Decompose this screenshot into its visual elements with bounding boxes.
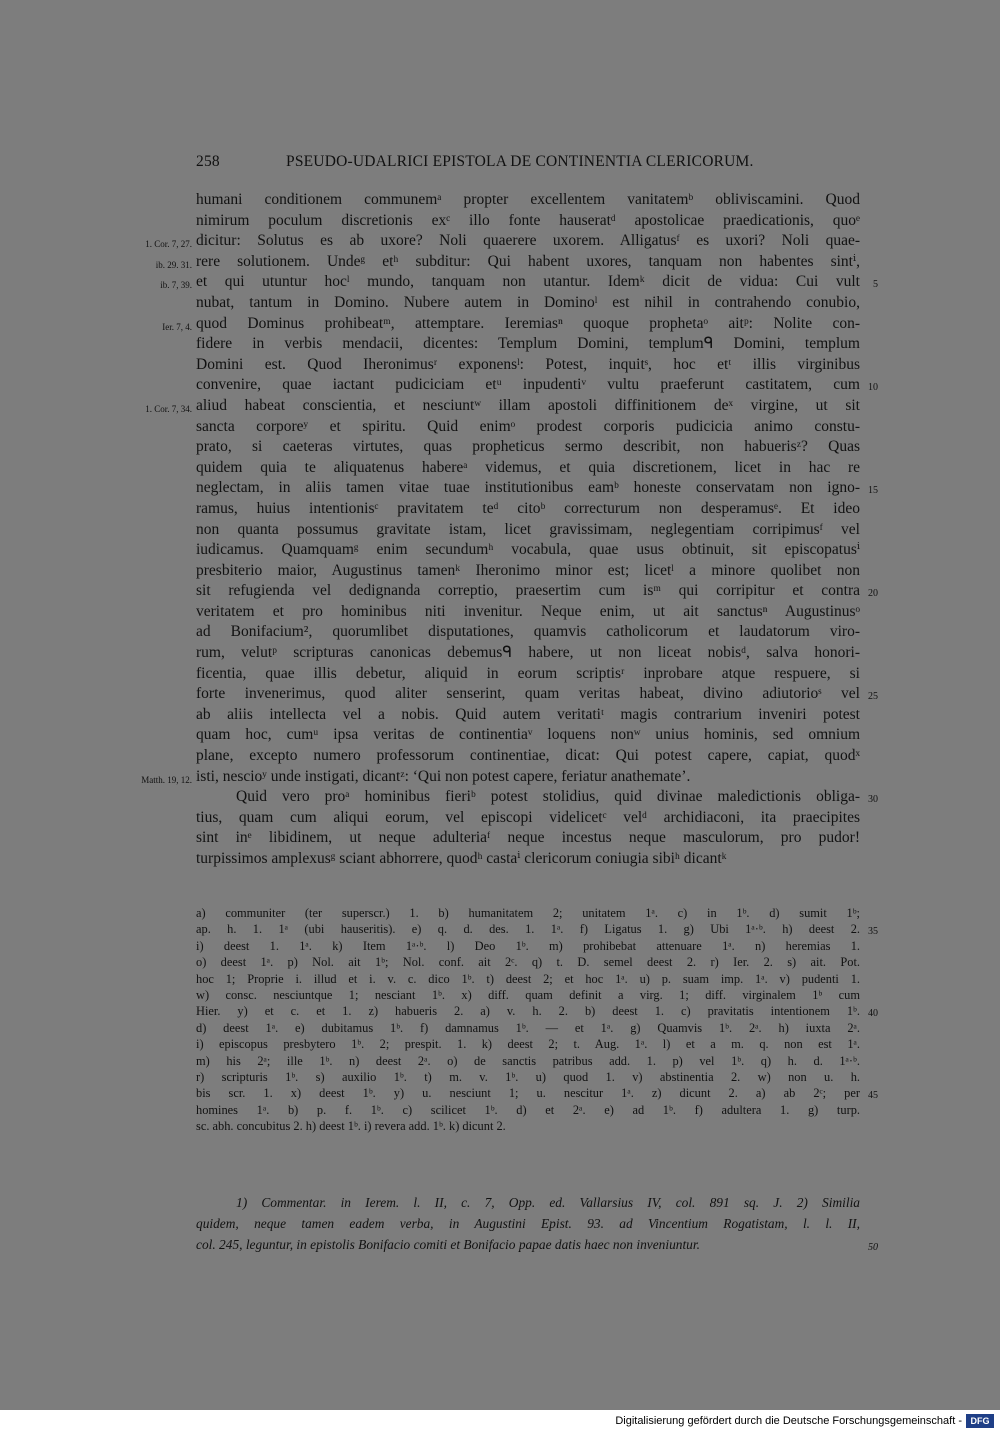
- text-line: [196, 1234, 878, 1255]
- text-line: [196, 643, 860, 664]
- text-line: [162, 314, 860, 335]
- funding-text: Digitalisierung gefördert durch die Deutsche Forschungsgemeinschaft -: [615, 1415, 962, 1427]
- line-text: quam hoc, cumᵘ ipsa veritas de continentiaᵛ loquens nonʷ unius hominis, sed omnium: [196, 726, 860, 744]
- text-line: [141, 767, 860, 788]
- text-line: [196, 664, 860, 685]
- line-text: sit refugienda vel dedignanda correptio, praesertim cum isᵐ qui corripitur et contra: [196, 582, 860, 600]
- text-line: [196, 849, 860, 870]
- text-line: [196, 684, 878, 705]
- line-text: convenire, quae iactant pudiciciam etᵘ inpudentiᵛ vultu praeferunt castitatem, cum: [196, 376, 860, 394]
- text-line: [196, 725, 860, 746]
- line-number: 30: [868, 794, 878, 806]
- line-text: Hier. y) et c. et 1. z) habueris 2. a) v. h. 2. b) deest 1. c) pravitatis intentionem 1ᵇ.: [196, 1004, 860, 1019]
- line-text: sancta corporeʸ et spiritu. Quid enimᵒ prodest corporis pudicicia animo constu-: [196, 417, 860, 435]
- text-line: [196, 478, 878, 499]
- text-line: [196, 540, 860, 561]
- line-number: 20: [868, 588, 878, 600]
- line-text: dicitur: Solutus es ab uxore? Noli quaerere uxorem. Alligatusᶠ es uxori? Noli quae-: [196, 232, 860, 250]
- running-title: PSEUDO-UDALRICI EPISTOLA DE CONTINENTIA CLERICORUM.: [286, 153, 754, 170]
- line-number: 15: [868, 485, 878, 497]
- text-line: [196, 1003, 878, 1020]
- text-line: [196, 334, 860, 355]
- critical-apparatus: [196, 905, 878, 1134]
- line-text: nubat, tantum in Domino. Nubere autem in Dominoˡ est nihil in contrahendo conubio,: [196, 293, 860, 311]
- text-line: [196, 293, 860, 314]
- line-text: Domini est. Quod Iheronimusʳ exponensˡ: Potest, inquitˢ, hoc etᵗ illis virginibus: [196, 355, 860, 373]
- text-line: [196, 355, 860, 376]
- text-line: [196, 1102, 860, 1118]
- text-line: [196, 1069, 860, 1085]
- text-line: [196, 705, 860, 726]
- line-text: neglectam, in aliis tamen vitae tuae institutionibus eamᵇ honeste conservatam non igno-: [196, 479, 860, 497]
- text-line: [196, 954, 860, 970]
- text-line: [196, 417, 860, 438]
- text-line: [196, 938, 860, 954]
- dfg-logo: DFG: [966, 1414, 994, 1428]
- text-line: [196, 921, 878, 938]
- text-line: [196, 581, 878, 602]
- line-text: ab aliis intellecta vel a nobis. Quid autem veritatiᵗ magis contrarium inveniri potest: [196, 705, 860, 723]
- line-text: 1) Commentar. in Ierem. l. II, c. 7, Opp. ed. Vallarsius IV, col. 891 sq. J. 2) Similia: [236, 1195, 860, 1210]
- text-line: [145, 231, 860, 252]
- line-text: i) deest 1. 1ᵃ. k) Item 1ᵃ·ᵇ. l) Deo 1ᵇ. m) prohibebat attenuare 1ᵃ. n) heremias 1.: [196, 938, 860, 953]
- line-text: tius, quam cum aliqui eorum, vel episcopi videlicetᶜ velᵈ archidiaconi, ita praecipites: [196, 808, 860, 826]
- line-text: isti, nescioʸ unde instigati, dicantᶻ: ‘Qui non potest capere, feriatur anathemate’.: [196, 767, 691, 785]
- line-text: sc. abh. concubitus 2. h) deest 1ᵇ. i) revera add. 1ᵇ. k) dicunt 2.: [196, 1119, 506, 1134]
- margin-reference: Matth. 19, 12.: [141, 774, 192, 785]
- line-text: presbiterio maior, Augustinus tamenᵏ Iheronimo minor est; licetˡ a minore quolibet non: [196, 561, 860, 579]
- text-line: [196, 520, 860, 541]
- text-line: [196, 437, 860, 458]
- text-line: [160, 272, 878, 293]
- margin-reference: 1. Cor. 7, 27.: [145, 239, 192, 250]
- line-text: turpissimos amplexusᵍ sciant abhorrere, quodʰ castaⁱ clericorum coniugia sibiʰ dicantᵏ: [196, 850, 727, 867]
- text-line: [196, 1085, 878, 1102]
- funding-footer: [0, 1410, 1000, 1434]
- margin-reference: ib. 7, 39.: [160, 280, 192, 291]
- line-text: humani conditionem communemᵃ propter excellentem vanitatemᵇ obliviscamini. Quod: [196, 191, 860, 208]
- line-text: ficentia, quae illis debetur, aliquid in eorum scriptisʳ inprobare atque respuere, si: [196, 664, 860, 682]
- text-line: [196, 787, 878, 808]
- page-number: 258: [196, 153, 220, 170]
- line-text: a) communiter (ter superscr.) 1. b) humanitatem 2; unitatem 1ᵃ. c) in 1ᵇ. d) sumit 1ᵇ;: [196, 906, 860, 920]
- line-text: bis scr. 1. x) deest 1ᵇ. y) u. nesciunt 1; u. nescitur 1ᵃ. z) dicunt 2. a) ab 2ᶜ; per: [196, 1086, 860, 1101]
- text-line: [196, 987, 860, 1003]
- text-line: [196, 458, 860, 479]
- margin-reference: 1. Cor. 7, 34.: [145, 403, 192, 414]
- line-text: rum, velutᵖ scripturas canonicas debemusᑫ habere, ut non liceat nobisᵈ, salva honori-: [196, 644, 860, 662]
- line-text: homines 1ᵃ. b) p. f. 1ᵇ. c) scilicet 1ᵇ. d) et 2ᵃ. e) ad 1ᵇ. f) adultera 1. g) turp.: [196, 1102, 860, 1117]
- line-text: iudicamus. Quamquamᵍ enim secundumʰ vocabula, quae usus obtinuit, sit episcopatusⁱ: [196, 541, 860, 559]
- line-text: d) deest 1ᵃ. e) dubitamus 1ᵇ. f) damnamus 1ᵇ. — et 1ᵃ. g) Quamvis 1ᵇ. 2ᵃ. h) iuxta 2ᵃ.: [196, 1020, 860, 1035]
- line-text: fidere in verbis mendacii, dicentes: Templum Domini, templumᑫ Domini, templum: [196, 335, 860, 353]
- line-number: 5: [873, 279, 878, 291]
- line-text: hoc 1; Proprie i. illud et i. v. c. dico 1ᵇ. t) deest 2; et hoc 1ᵃ. u) p. suam imp. 1ᵃ. v) pudenti 1.: [196, 971, 860, 986]
- main-text: [141, 190, 878, 870]
- line-text: col. 245, leguntur, in epistolis Bonifacio comiti et Bonifacio papae datis haec non inveniuntur.: [196, 1237, 700, 1252]
- line-text: Quid vero proᵃ hominibus fieriᵇ potest stolidius, quid divinae maledictionis obliga-: [236, 788, 860, 806]
- text-line: [196, 971, 860, 987]
- line-number: 50: [868, 1242, 878, 1253]
- line-text: non quanta possumus gravitate istam, licet gravissimam, neglegentiam corripimusᶠ vel: [196, 520, 860, 538]
- line-text: rere solutionem. Undeᵍ etʰ subditur: Qui habent uxores, tanquam non habentes sintⁱ,: [196, 252, 860, 270]
- text-line: [196, 622, 860, 643]
- line-text: sint inᵉ libidinem, ut neque adulteriaᶠ neque incestus neque masculorum, pro pudor!: [196, 829, 860, 847]
- line-text: quidem quia te aliquatenus habereᵃ videmus, et quia discretionem, licet in hac re: [196, 458, 860, 476]
- line-text: nimirum poculum discretionis exᶜ illo fonte hauseratᵈ apostolicae praedicationis, quoᵉ: [196, 211, 860, 229]
- text-line: [196, 602, 860, 623]
- line-text: o) deest 1ᵃ. p) Nol. ait 1ᵇ; Nol. conf. ait 2ᶜ. q) t. D. semel deest 2. r) Ier. 2. s) ait. Pot.: [196, 955, 860, 970]
- line-text: aliud habeat conscientia, et nesciuntʷ illam apostoli diffinitionem deˣ virgine, ut sit: [196, 396, 860, 414]
- text-line: [196, 746, 860, 767]
- line-number: 25: [868, 691, 878, 703]
- margin-reference: Ier. 7, 4.: [162, 321, 192, 332]
- text-line: [196, 905, 860, 921]
- line-number: 10: [868, 382, 878, 394]
- line-text: veritatem et pro hominibus niti invenitur. Neque enim, ut ait sanctusⁿ Augustinusᵒ: [196, 602, 860, 620]
- text-line: [196, 499, 860, 520]
- text-line: [196, 1053, 860, 1069]
- text-line: [196, 211, 860, 232]
- line-text: plane, excepto numero professorum continentiae, dicat: Qui potest capere, capiat, quodˣ: [196, 747, 860, 765]
- line-text: m) his 2ᵃ; ille 1ᵇ. n) deest 2ᵃ. o) de sanctis patribus add. 1. p) vel 1ᵇ. q) h. d. 1ᵃ·ᵇ.: [196, 1053, 860, 1068]
- text-line: [196, 1118, 860, 1134]
- line-number: 35: [868, 926, 878, 938]
- text-line: [155, 252, 860, 273]
- text-line: [145, 396, 860, 417]
- line-text: prato, si caeteras virtutes, quas propheticus sermo describit, non habuerisᶻ? Quas: [196, 438, 860, 456]
- margin-reference: ib. 29. 31.: [155, 259, 192, 270]
- line-text: ap. h. 1. 1ᵃ (ubi hauseritis). e) q. d. des. 1. 1ᵃ. f) Ligatus 1. g) Ubi 1ᵃ·ᵇ. h) deest 2.: [196, 922, 860, 937]
- line-number: 40: [868, 1008, 878, 1020]
- text-line: [196, 1036, 860, 1052]
- text-line: [196, 808, 860, 829]
- line-text: ramus, huius intentionisᶜ pravitatem teᵈ citoᵇ correcturum non desperamusᵉ. Et ideo: [196, 499, 860, 517]
- line-text: r) scripturis 1ᵇ. s) auxilio 1ᵇ. t) m. v. 1ᵇ. u) quod 1. v) abstinentia 2. w) non u. h.: [196, 1069, 860, 1084]
- text-line: [196, 561, 860, 582]
- line-text: quod Dominus prohibeatᵐ, attemptare. Ieremiasⁿ quoque prophetaᵒ aitᵖ: Nolite con-: [196, 314, 860, 332]
- line-text: quidem, neque tamen eadem verba, in Augustini Epist. 93. ad Vincentium Rogatistam, l. l. II,: [196, 1216, 860, 1231]
- text-line: [196, 375, 878, 396]
- line-number: 45: [868, 1090, 878, 1102]
- line-text: forte invenerimus, quod aliter senserint, quam veritas habeat, divino adiutorioˢ vel: [196, 685, 860, 703]
- text-line: [196, 1213, 860, 1234]
- line-text: i) episcopus presbytero 1ᵇ. 2; prespit. 1. k) deest 2; t. Aug. 1ᵃ. l) et a m. q. non est 1ᵃ.: [196, 1037, 860, 1052]
- text-line: [196, 1020, 860, 1036]
- line-text: ad Bonifacium², quorumlibet disputationes, quamvis catholicorum et laudatorum viro-: [196, 623, 860, 641]
- text-line: [196, 190, 860, 211]
- text-line: [196, 828, 860, 849]
- text-line: [196, 1192, 860, 1213]
- line-text: w) consc. nesciuntque 1; nesciant 1ᵇ. x) diff. quam definit a virg. 1; diff. virginalem 1ᵇ cum: [196, 987, 860, 1002]
- footnotes: [196, 1192, 878, 1255]
- line-text: et qui utuntur hocˡ mundo, tanquam non utantur. Idemᵏ dicit de vidua: Cui vult: [196, 273, 860, 291]
